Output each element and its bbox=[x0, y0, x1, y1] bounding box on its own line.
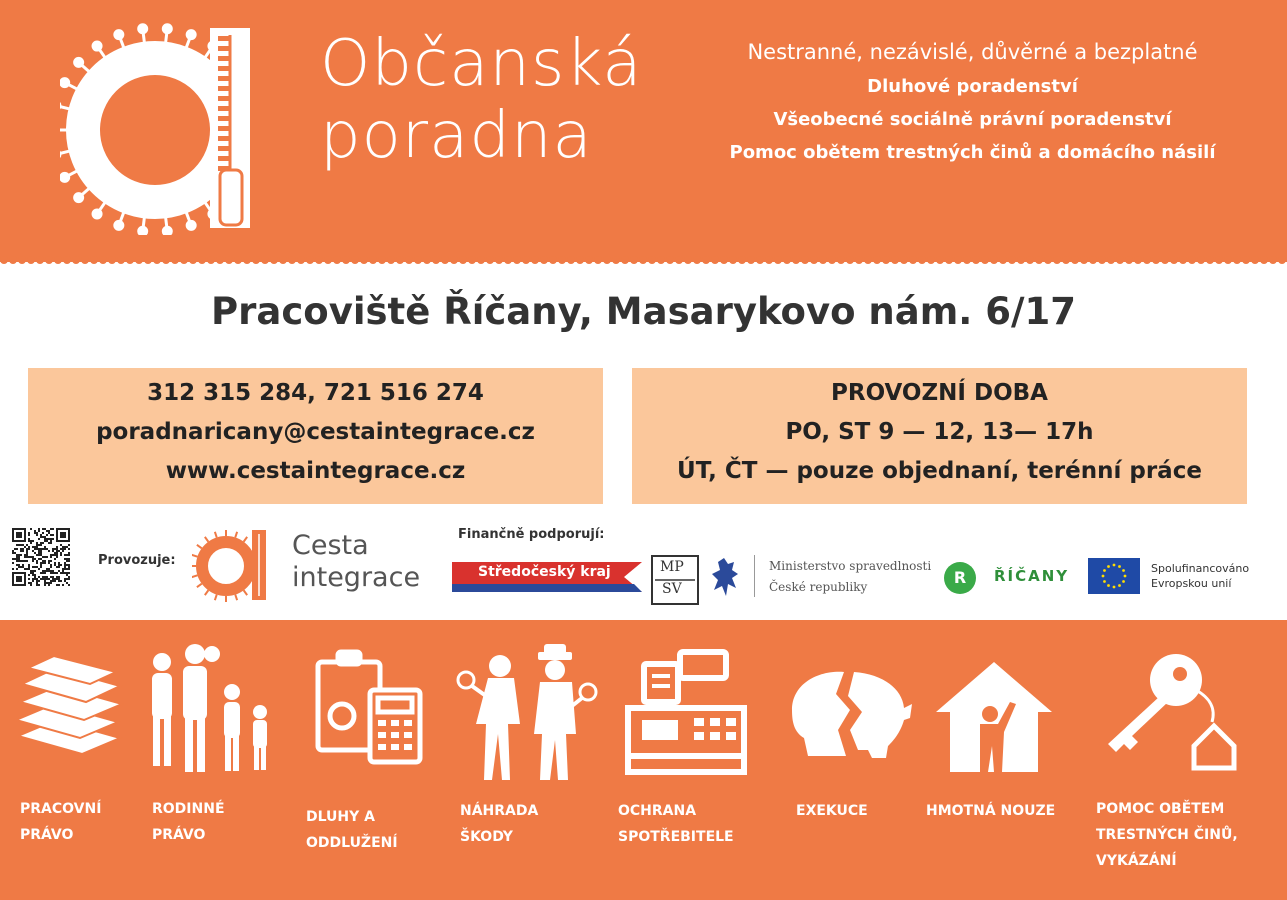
house-person-icon bbox=[932, 658, 1056, 776]
cash-register-icon bbox=[622, 648, 750, 776]
family-icon bbox=[140, 640, 275, 775]
tagline: Nestranné, nezávislé, důvěrné a bezplatné bbox=[747, 40, 1198, 64]
category-material-need[interactable] bbox=[926, 798, 1055, 824]
brand-title bbox=[320, 28, 642, 172]
category-label: POMOC OBĚTEM bbox=[1096, 801, 1225, 817]
phone-numbers: 312 315 284, 721 516 274 bbox=[147, 380, 484, 406]
hours-line-2: ÚT, ČT — pouze objednaní, terénní práce bbox=[677, 458, 1202, 484]
operator-line-2: integrace bbox=[292, 562, 421, 593]
category-family-law[interactable] bbox=[152, 796, 225, 848]
category-enforcement[interactable] bbox=[796, 798, 868, 824]
ministry-line-2: České republiky bbox=[769, 580, 868, 594]
mpsv-bottom: SV bbox=[662, 581, 682, 597]
qr-code[interactable] bbox=[12, 528, 70, 586]
kraj-label: Středočeský kraj bbox=[478, 564, 611, 580]
ricany-logo-icon: R bbox=[944, 562, 976, 594]
category-label: ŠKODY bbox=[460, 829, 513, 845]
eu-cofinanced bbox=[1151, 561, 1249, 591]
contact-box bbox=[28, 368, 603, 504]
ministry-line-1: Ministerstvo spravedlnosti bbox=[769, 559, 932, 573]
service-social-legal: Všeobecné sociálně právní poradenství bbox=[773, 109, 1172, 130]
category-label: PRÁVO bbox=[20, 827, 74, 843]
operator-line-1: Cesta bbox=[292, 530, 369, 561]
category-label: VYKÁZÁNÍ bbox=[1096, 853, 1177, 869]
mpsv-top: MP bbox=[660, 559, 684, 575]
category-label: RODINNÉ bbox=[152, 801, 225, 817]
brand-line-2: poradna bbox=[320, 99, 593, 173]
cesta-integrace-logo bbox=[192, 526, 276, 602]
category-consumer-protection[interactable] bbox=[618, 798, 734, 850]
website-link[interactable]: www.cestaintegrace.cz bbox=[165, 458, 466, 484]
services-list bbox=[700, 40, 1245, 175]
broken-piggy-bank-icon bbox=[788, 664, 916, 764]
obcanska-poradna-logo bbox=[60, 20, 300, 235]
scalloped-edge-top bbox=[0, 256, 1287, 270]
category-label: PRÁVO bbox=[152, 827, 206, 843]
category-damages[interactable] bbox=[460, 798, 538, 850]
opening-hours-box bbox=[632, 368, 1247, 504]
category-label: NÁHRADA bbox=[460, 803, 539, 819]
hours-title: PROVOZNÍ DOBA bbox=[831, 380, 1048, 406]
books-icon bbox=[12, 650, 124, 760]
operated-by-label: Provozuje: bbox=[98, 553, 176, 568]
service-victims: Pomoc obětem trestných činů a domácího násilí bbox=[729, 142, 1216, 163]
category-label: SPOTŘEBITELE bbox=[618, 829, 734, 845]
funding-label: Finančně podporují: bbox=[458, 527, 605, 542]
category-labor-law[interactable] bbox=[20, 796, 101, 848]
category-label: PRACOVNÍ bbox=[20, 801, 102, 817]
category-label: TRESTNÝCH ČINŮ, bbox=[1096, 827, 1238, 843]
ricany-label: ŘÍČANY bbox=[994, 567, 1070, 585]
category-victim-support[interactable] bbox=[1096, 796, 1238, 874]
eu-line-2: Evropskou unií bbox=[1151, 577, 1232, 590]
eu-flag-icon bbox=[1088, 558, 1140, 594]
email-address[interactable]: poradnaricany@cestaintegrace.cz bbox=[96, 419, 535, 445]
category-label: OCHRANA bbox=[618, 803, 697, 819]
czech-lion-icon bbox=[708, 556, 744, 600]
category-label: ODDLUŽENÍ bbox=[306, 835, 398, 851]
eu-line-1: Spolufinancováno bbox=[1151, 562, 1250, 575]
category-label: HMOTNÁ NOUZE bbox=[926, 803, 1056, 819]
calculator-icon bbox=[312, 648, 424, 766]
detectives-icon bbox=[448, 644, 598, 784]
divider bbox=[754, 555, 755, 597]
category-label: DLUHY A bbox=[306, 809, 375, 825]
category-debts[interactable] bbox=[306, 804, 398, 856]
hours-line-1: PO, ST 9 — 12, 13— 17h bbox=[785, 419, 1094, 445]
ministry-of-justice bbox=[769, 556, 931, 598]
brand-line-1: Občanská bbox=[320, 27, 643, 101]
category-label: EXEKUCE bbox=[796, 803, 868, 819]
mpsv-logo bbox=[651, 555, 699, 605]
service-debt: Dluhové poradenství bbox=[867, 76, 1078, 97]
operator-name bbox=[292, 530, 420, 594]
location-heading: Pracoviště Říčany, Masarykovo nám. 6/17 bbox=[211, 290, 1076, 333]
key-house-icon bbox=[1100, 648, 1250, 776]
